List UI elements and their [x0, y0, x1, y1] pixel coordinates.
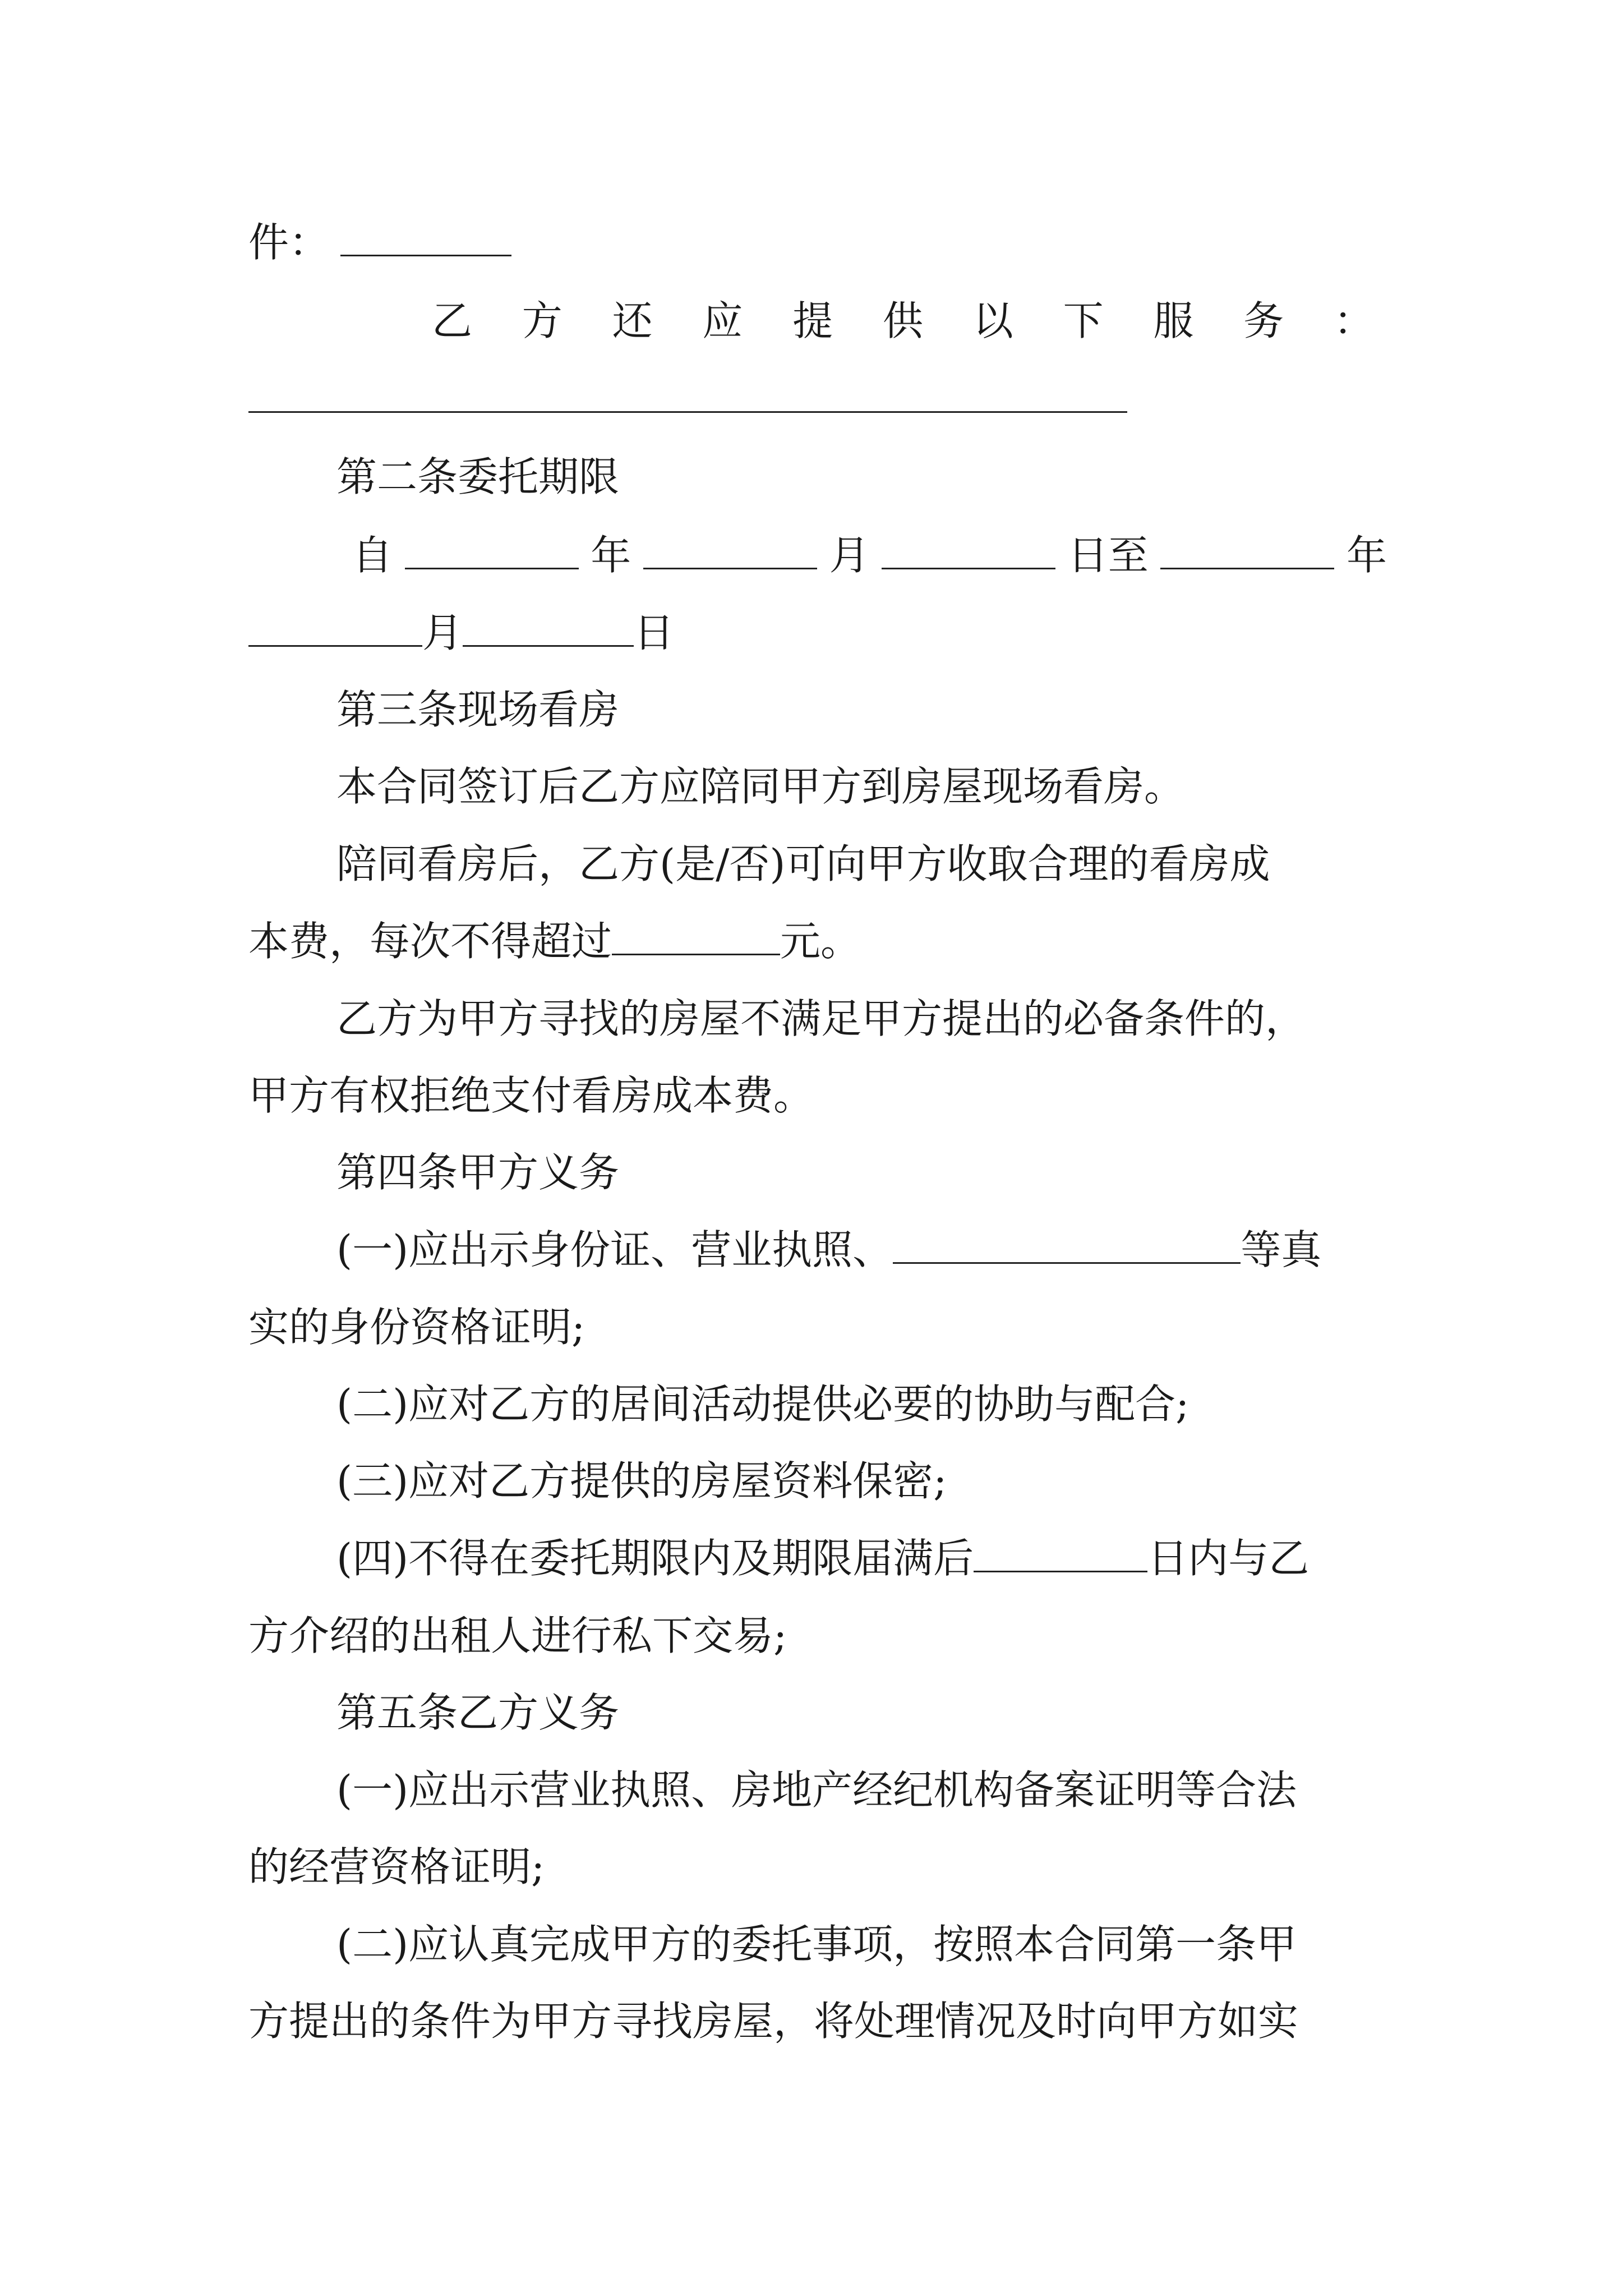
fill-in-blank: [893, 1227, 1241, 1264]
paragraph-line: 乙方为甲方寻找的房屋不满足甲方提出的必备条件的，: [336, 995, 1306, 1042]
paragraph-line: (二)应认真完成甲方的委托事项，按照本合同第一条甲: [336, 1921, 1297, 1968]
fill-in-blank: [612, 919, 780, 955]
paragraph-line: 陪同看房后，乙方(是/否)可向甲方收取合理的看房成: [336, 840, 1270, 887]
char: 以: [972, 297, 1013, 344]
char: 乙: [432, 297, 473, 344]
paragraph-line: 的经营资格证明;: [248, 1843, 545, 1890]
paragraph-line: [248, 913, 861, 969]
paragraph-line: (二)应对乙方的居间活动提供必要的协助与配合;: [336, 1381, 1189, 1428]
text-fragment: 日内与乙: [1147, 1535, 1310, 1582]
fill-in-blank: [1160, 533, 1334, 569]
char: 供: [882, 297, 923, 344]
char: 还: [612, 297, 653, 344]
paragraph-line: (一)应出示营业执照、房地产经纪机构备案证明等合法: [336, 1766, 1297, 1814]
text-fragment: 元。: [780, 918, 861, 965]
char: ：: [1333, 297, 1374, 344]
text-line: [248, 214, 511, 270]
char: 方: [522, 297, 562, 344]
paragraph-line: [336, 1222, 1321, 1278]
char: 提: [792, 297, 833, 344]
article-title: 第三条现场看房: [336, 686, 620, 733]
date-row: [352, 527, 1387, 583]
fill-in-blank: [405, 533, 579, 569]
char: 服: [1153, 297, 1194, 344]
article-title: 第二条委托期限: [336, 453, 620, 500]
text-fragment: 本费，每次不得超过: [248, 918, 612, 965]
text-fragment: 年: [591, 532, 631, 579]
fill-in-blank: [463, 610, 634, 647]
text-fragment: 自: [352, 532, 393, 579]
text-fragment: 件：: [248, 219, 330, 266]
text-fragment: 年: [1346, 532, 1387, 579]
paragraph-line: 甲方有权拒绝支付看房成本费。: [248, 1072, 814, 1119]
fill-in-blank: [643, 533, 817, 569]
article-title: 第四条甲方义务: [336, 1149, 620, 1196]
paragraph-line: 方提出的条件为甲方寻找房屋，将处理情况及时向甲方如实: [248, 1998, 1299, 2045]
paragraph-line: 本合同签订后乙方应陪同甲方到房屋现场看房。: [336, 763, 1185, 810]
text-fragment: 等真: [1241, 1226, 1322, 1273]
paragraph-line: (三)应对乙方提供的房屋资料保密;: [336, 1457, 947, 1504]
fill-in-blank: [248, 610, 422, 647]
services-heading: [432, 293, 1374, 349]
text-fragment: (一)应出示身份证、营业执照、: [336, 1226, 893, 1273]
fill-in-blank: [974, 1536, 1147, 1572]
char: 务: [1243, 297, 1284, 344]
char: 下: [1063, 297, 1104, 344]
text-fragment: 月: [422, 609, 463, 656]
text-fragment: 月: [829, 532, 870, 579]
fill-in-blank: [882, 533, 1055, 569]
text-fragment: 日: [634, 609, 675, 656]
paragraph-line: 实的身份资格证明;: [248, 1304, 585, 1351]
paragraph-line: [336, 1530, 1309, 1586]
text-line: [248, 605, 674, 661]
fill-in-blank: [248, 411, 1127, 413]
article-title: 第五条乙方义务: [336, 1689, 620, 1736]
paragraph-line: 方介绍的出租人进行私下交易;: [248, 1612, 787, 1659]
fill-in-blank: [340, 220, 511, 256]
text-fragment: 日至: [1067, 532, 1149, 579]
char: 应: [702, 297, 743, 344]
text-fragment: (四)不得在委托期限内及期限届满后: [336, 1535, 974, 1582]
